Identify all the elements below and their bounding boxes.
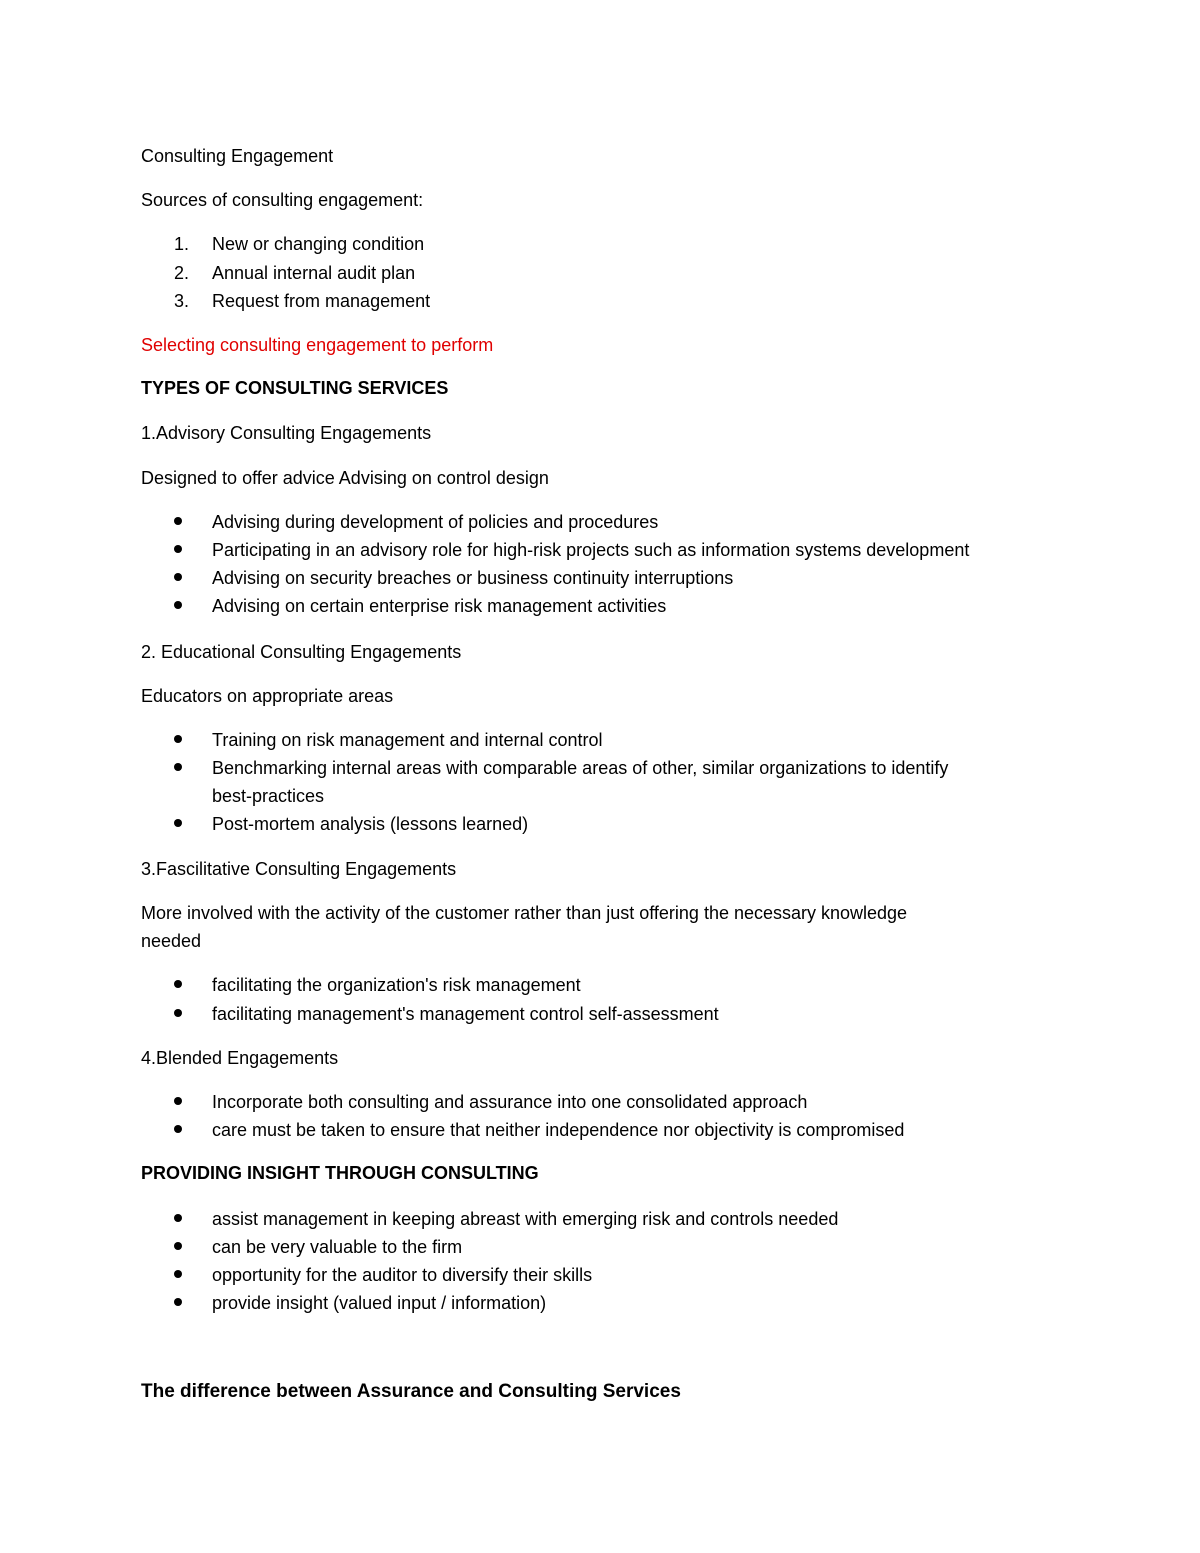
list-item: care must be taken to ensure that neither independence nor objectivity is compromised bbox=[212, 1120, 905, 1140]
facilitative-desc-line1: More involved with the activity of the customer rather than just offering the necessary knowledge bbox=[141, 903, 908, 923]
sources-heading: Sources of consulting engagement: bbox=[141, 190, 424, 210]
bullet-icon bbox=[174, 1242, 182, 1250]
list-item: opportunity for the auditor to diversify their skills bbox=[212, 1265, 593, 1285]
list-item: can be very valuable to the firm bbox=[212, 1237, 463, 1257]
facilitative-title: 3.Fascilitative Consulting Engagements bbox=[141, 859, 457, 879]
list-item: Advising during development of policies and procedures bbox=[212, 512, 659, 532]
list-number: 3. bbox=[174, 291, 190, 311]
bullet-icon bbox=[174, 545, 182, 553]
list-number: 1. bbox=[174, 234, 190, 254]
list-item: facilitating management's management control self-assessment bbox=[212, 1004, 719, 1024]
blended-title: 4.Blended Engagements bbox=[141, 1048, 339, 1068]
bullet-icon bbox=[174, 573, 182, 581]
advisory-title: 1.Advisory Consulting Engagements bbox=[141, 423, 432, 443]
list-item: Incorporate both consulting and assurance into one consolidated approach bbox=[212, 1092, 808, 1112]
bullet-icon bbox=[174, 980, 182, 988]
selecting-note: Selecting consulting engagement to perform bbox=[141, 335, 494, 355]
types-heading: TYPES OF CONSULTING SERVICES bbox=[141, 378, 449, 398]
bullet-icon bbox=[174, 601, 182, 609]
bullet-icon bbox=[174, 1298, 182, 1306]
educational-title: 2. Educational Consulting Engagements bbox=[141, 642, 462, 662]
list-item: Advising on security breaches or business continuity interruptions bbox=[212, 568, 734, 588]
list-item: Annual internal audit plan bbox=[212, 263, 416, 283]
bullet-icon bbox=[174, 1214, 182, 1222]
list-item: facilitating the organization's risk management bbox=[212, 975, 581, 995]
educational-desc: Educators on appropriate areas bbox=[141, 686, 394, 706]
list-item: Advising on certain enterprise risk management activities bbox=[212, 596, 667, 616]
difference-heading: The difference between Assurance and Consulting Services bbox=[141, 1381, 681, 1402]
list-item: New or changing condition bbox=[212, 234, 425, 254]
insight-heading: PROVIDING INSIGHT THROUGH CONSULTING bbox=[141, 1163, 539, 1183]
list-item-continuation: best-practices bbox=[212, 786, 325, 806]
list-item: provide insight (valued input / information) bbox=[212, 1293, 547, 1313]
facilitative-desc-line2: needed bbox=[141, 931, 202, 951]
list-item: Post-mortem analysis (lessons learned) bbox=[212, 814, 529, 834]
list-item: Participating in an advisory role for high-risk projects such as information systems development bbox=[212, 540, 970, 560]
advisory-desc: Designed to offer advice Advising on control design bbox=[141, 468, 549, 488]
bullet-icon bbox=[174, 819, 182, 827]
list-item: Benchmarking internal areas with comparable areas of other, similar organizations to identify bbox=[212, 758, 949, 778]
list-item: assist management in keeping abreast with emerging risk and controls needed bbox=[212, 1209, 839, 1229]
bullet-icon bbox=[174, 517, 182, 525]
list-number: 2. bbox=[174, 263, 190, 283]
list-item: Request from management bbox=[212, 291, 431, 311]
document-title: Consulting Engagement bbox=[141, 146, 334, 166]
bullet-icon bbox=[174, 1009, 182, 1017]
bullet-icon bbox=[174, 1125, 182, 1133]
list-item: Training on risk management and internal control bbox=[212, 730, 603, 750]
bullet-icon bbox=[174, 1097, 182, 1105]
bullet-icon bbox=[174, 1270, 182, 1278]
bullet-icon bbox=[174, 763, 182, 771]
bullet-icon bbox=[174, 735, 182, 743]
